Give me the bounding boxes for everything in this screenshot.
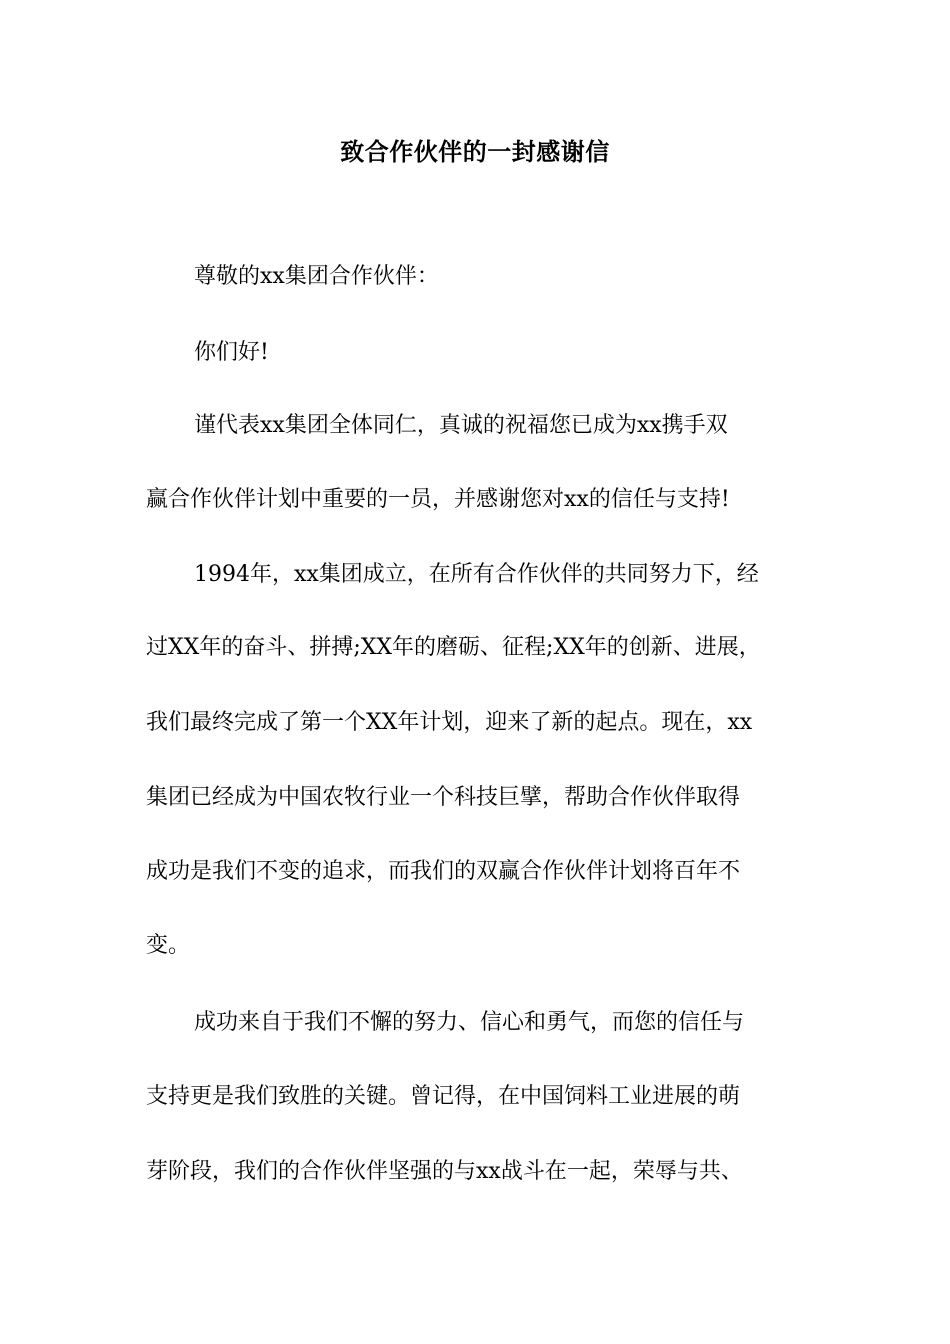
paragraph-3-line: 芽阶段，我们的合作伙伴坚强的与xx战斗在一起，荣辱与共、 [146, 1159, 743, 1184]
paragraph-3-line: 支持更是我们致胜的关键。曾记得，在中国饲料工业进展的萌 [146, 1084, 741, 1109]
paragraph-2-line: 变。 [146, 933, 191, 958]
paragraph-2-line: 1994年，xx集团成立，在所有合作伙伴的共同努力下，经 [194, 562, 759, 587]
paragraph-2-line: 我们最终完成了第一个XX年计划，迎来了新的起点。现在，xx [146, 710, 753, 735]
paragraph-1-line: 谨代表xx集团全体同仁，真诚的祝福您已成为xx携手双 [194, 413, 728, 438]
paragraph-2-line: 成功是我们不变的追求，而我们的双赢合作伙伴计划将百年不 [146, 859, 741, 884]
document-title: 致合作伙伴的一封感谢信 [340, 138, 610, 166]
paragraph-3-line: 成功来自于我们不懈的努力、信心和勇气，而您的信任与 [194, 1010, 745, 1035]
paragraph-2-line: 集团已经成为中国农牧行业一个科技巨擘，帮助合作伙伴取得 [146, 785, 741, 810]
salutation: 尊敬的xx集团合作伙伴： [194, 264, 439, 289]
greeting: 你们好! [194, 340, 269, 365]
paragraph-1-line: 赢合作伙伴计划中重要的一员，并感谢您对xx的信任与支持! [146, 487, 730, 512]
paragraph-2-line: 过XX年的奋斗、拼搏;XX年的磨砺、征程;XX年的创新、进展， [146, 635, 761, 660]
